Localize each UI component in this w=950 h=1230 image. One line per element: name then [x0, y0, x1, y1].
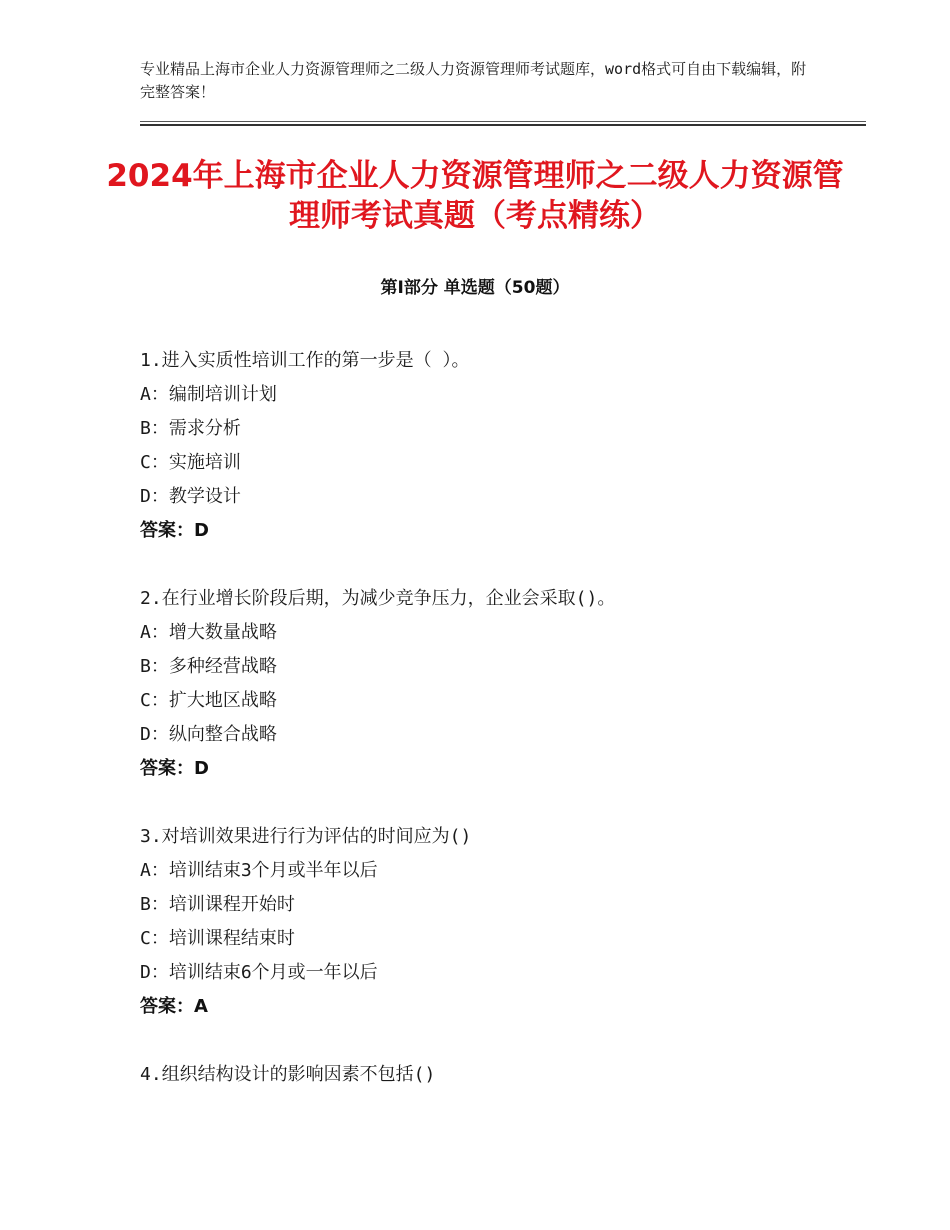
question-stem: 1.进入实质性培训工作的第一步是（ ）。	[140, 350, 470, 371]
header-divider-thin	[140, 121, 866, 122]
answer: 答案：D	[140, 520, 209, 541]
option-c: C：培训课程结束时	[140, 928, 295, 949]
option-d: D：纵向整合战略	[140, 724, 277, 745]
option-a: A：编制培训计划	[140, 384, 277, 405]
question-stem: 4.组织结构设计的影响因素不包括()	[140, 1064, 436, 1085]
header-note: 专业精品上海市企业人力资源管理师之二级人力资源管理师考试题库，word格式可自由下载编辑，附完整答案！	[140, 60, 807, 101]
option-b: B：培训课程开始时	[140, 894, 295, 915]
option-b: B：多种经营战略	[140, 656, 277, 677]
question-2	[140, 582, 860, 786]
option-c: C：扩大地区战略	[140, 690, 277, 711]
option-a: A：增大数量战略	[140, 622, 277, 643]
document-title: 2024年上海市企业人力资源管理师之二级人力资源管理师考试真题（考点精练）	[106, 158, 844, 234]
option-c: C：实施培训	[140, 452, 241, 473]
question-1	[140, 344, 860, 548]
question-4	[140, 1058, 860, 1092]
option-a: A：培训结束3个月或半年以后	[140, 860, 378, 881]
header-divider-thick	[140, 124, 866, 126]
option-d: D：培训结束6个月或一年以后	[140, 962, 378, 983]
answer: 答案：D	[140, 758, 209, 779]
question-3	[140, 820, 860, 1024]
question-stem: 2.在行业增长阶段后期，为减少竞争压力，企业会采取()。	[140, 588, 616, 609]
option-d: D：教学设计	[140, 486, 241, 507]
option-b: B：需求分析	[140, 418, 241, 439]
question-list	[140, 344, 860, 1126]
answer: 答案：A	[140, 996, 208, 1017]
question-stem: 3.对培训效果进行行为评估的时间应为()	[140, 826, 472, 847]
section-title: 第Ⅰ部分 单选题（50题）	[380, 278, 570, 298]
